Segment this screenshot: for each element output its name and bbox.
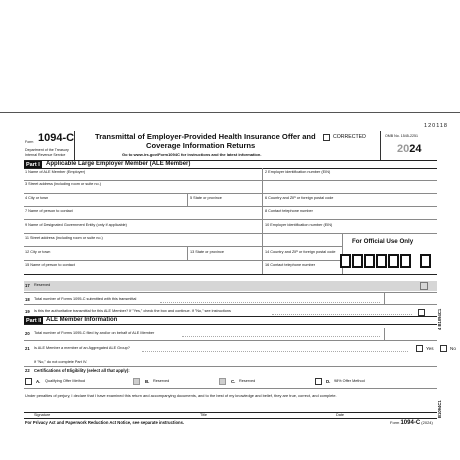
line-21-no-checkbox[interactable] [440,345,447,352]
footer-rule [24,418,437,419]
part1-title: Applicable Large Employer Member (ALE Member) [46,161,191,167]
cert-d-label: 98% Offer Method [334,379,365,383]
field-8-label: 8 Contact telephone number [265,209,313,213]
official-use-box-6 [400,254,411,268]
line-22-number: 22 [25,368,30,373]
part1-tag: Part I [26,162,40,168]
field-11-label: 11 Street address (including room or suite no.) [25,236,103,240]
tax-year-prefix: 20 [397,143,410,155]
title-label: Title [200,413,208,417]
line-21-leader [142,351,408,352]
line-19-label: Is this the authoritative transmittal for this ALE Member? If "Yes," check the box and continue. If "No," see instructions [34,309,231,313]
line-22-label: Certifications of Eligibility (select all that apply): [34,368,130,373]
signature-label: Signature [34,413,51,417]
corrected-checkbox[interactable] [323,134,330,141]
field-14-label: 14 Country and ZIP or foreign postal code [265,250,336,254]
field-7-label: 7 Name of person to contact [25,209,73,213]
line-19-leader [272,314,412,315]
header-divider-left [74,131,75,160]
cert-c-label: Reserved [239,379,256,383]
row-rule-22 [24,388,437,389]
cert-d-checkbox[interactable] [315,378,322,385]
form-word: Form [25,140,34,144]
footer-form-word: Form [390,420,400,425]
privacy-notice: For Privacy Act and Paperwork Reduction Act Notice, see separate instructions. [25,420,185,425]
cert-b-letter: B. [145,379,150,384]
row-rule-3 [24,206,437,207]
row-rule-18 [24,304,437,305]
row-rule-7 [24,260,342,261]
top-code: 120118 [424,123,448,129]
official-use-box-2 [352,254,363,268]
official-use-box-7 [420,254,431,268]
line-17-shade [24,281,437,291]
row-rule-8 [24,274,437,275]
dept-line-1: Department of the Treasury [25,148,69,152]
row-rule-4 [24,219,437,220]
row-rule-6 [24,246,342,247]
field-1-label: 1 Name of ALE Member (Employer) [25,170,86,174]
row-rule-17 [24,292,437,293]
field-4-label: 4 City or town [25,196,49,200]
footer-form-year: (2024) [421,420,433,425]
line-20-label: Total number of Forms 1095-C filed by and/or on behalf of ALE Member [34,331,155,335]
line-21-no-label: No [450,346,456,351]
form-title-line-1: Transmittal of Employer-Provided Health Insurance Offer and [95,132,316,141]
official-use-label: For Official Use Only [352,238,414,245]
field-2-label: 2 Employer identification number (EIN) [265,170,331,174]
form-number: 1094-C [38,132,75,144]
official-use-box-3 [364,254,375,268]
line-18-number: 18 [25,297,30,302]
line-18-leader [160,302,380,303]
official-use-box-4 [376,254,387,268]
cert-c-checkbox [219,378,226,385]
row-rule-1 [24,180,437,181]
cert-a-label: Qualifying Offer Method [45,379,86,383]
part1-title-rule [24,168,437,169]
line-19-number: 19 [25,309,30,314]
field-13-label: 13 State or province [190,250,224,254]
line-17-number: 17 [25,283,30,288]
line-17-box [420,282,428,290]
field-6-label: 6 Country and ZIP or foreign postal code [265,196,334,200]
cert-a-checkbox[interactable] [25,378,32,385]
line-19-checkbox[interactable] [418,309,425,316]
line-20-leader [182,336,380,337]
field-15-label: 15 Name of person to contact [25,263,75,267]
line-21-yes-label: Yes [426,346,434,351]
row-rule-20 [24,340,437,341]
omb-number: OMB No. 1545-2251 [385,134,418,138]
side-code-1: 4 B1094C1 [437,308,442,330]
field-12-label: 12 City or town [25,250,51,254]
col-divider-main [262,168,263,274]
line-21-label: Is ALE Member a member of an Aggregated ALE Group? [34,346,130,350]
line-21-note: If "No," do not complete Part IV. [34,360,88,364]
part2-title: ALE Member Information [46,317,118,323]
cert-b-checkbox [133,378,140,385]
field-3-label: 3 Street address (including room or suite no.) [25,182,101,186]
field-10-label: 10 Employer identification number (EIN) [265,223,333,227]
tax-year-suffix: 24 [409,143,422,155]
date-label: Date [336,413,345,417]
line-21-number: 21 [25,346,30,351]
col-divider-state-1 [187,193,188,206]
part2-title-rule [24,324,437,325]
row-rule-5 [24,233,437,234]
cert-c-letter: C. [231,379,236,384]
col-divider-state-2 [187,246,188,260]
footer-form-ref [390,420,433,426]
cert-b-label: Reserved [153,379,170,383]
row-rule-2 [24,193,437,194]
line-20-amount-divider [384,328,385,340]
cert-a-letter: A. [36,379,41,384]
header-divider-right [380,131,381,160]
line-21-yes-checkbox[interactable] [416,345,423,352]
field-9-label: 9 Name of Designated Government Entity (only if applicable) [25,223,127,227]
footer-form-number: 1094-C [400,420,421,426]
line-20-number: 20 [25,331,30,336]
form-title-line-2: Coverage Information Returns [146,141,256,150]
line-17-label: Reserved [34,283,51,287]
side-code-2: B1094C1 [437,400,442,418]
corrected-label: CORRECTED [333,134,366,140]
official-use-box-1 [340,254,351,268]
dept-line-2: Internal Revenue Service [25,153,66,157]
signature-rule [24,412,437,413]
line-18-label: Total number of Forms 1095-C submitted with this transmittal [34,297,137,301]
sheet-top-edge [0,112,460,113]
line-18-amount-divider [384,292,385,304]
form-subtitle: Go to www.irs.gov/Form1094C for instructions and the latest information. [122,152,262,157]
penalty-statement: Under penalties of perjury, I declare that I have examined this return and accompanying documents, and to the best of my knowledge and belief, they are true, correct, and complete. [25,393,337,398]
part2-tag: Part II [26,318,42,324]
field-5-label: 5 State or province [190,196,222,200]
official-use-box-5 [388,254,399,268]
field-16-label: 16 Contact telephone number [265,263,316,267]
tax-year [397,144,422,155]
cert-d-letter: D. [326,379,331,384]
row-rule-21 [24,366,437,367]
